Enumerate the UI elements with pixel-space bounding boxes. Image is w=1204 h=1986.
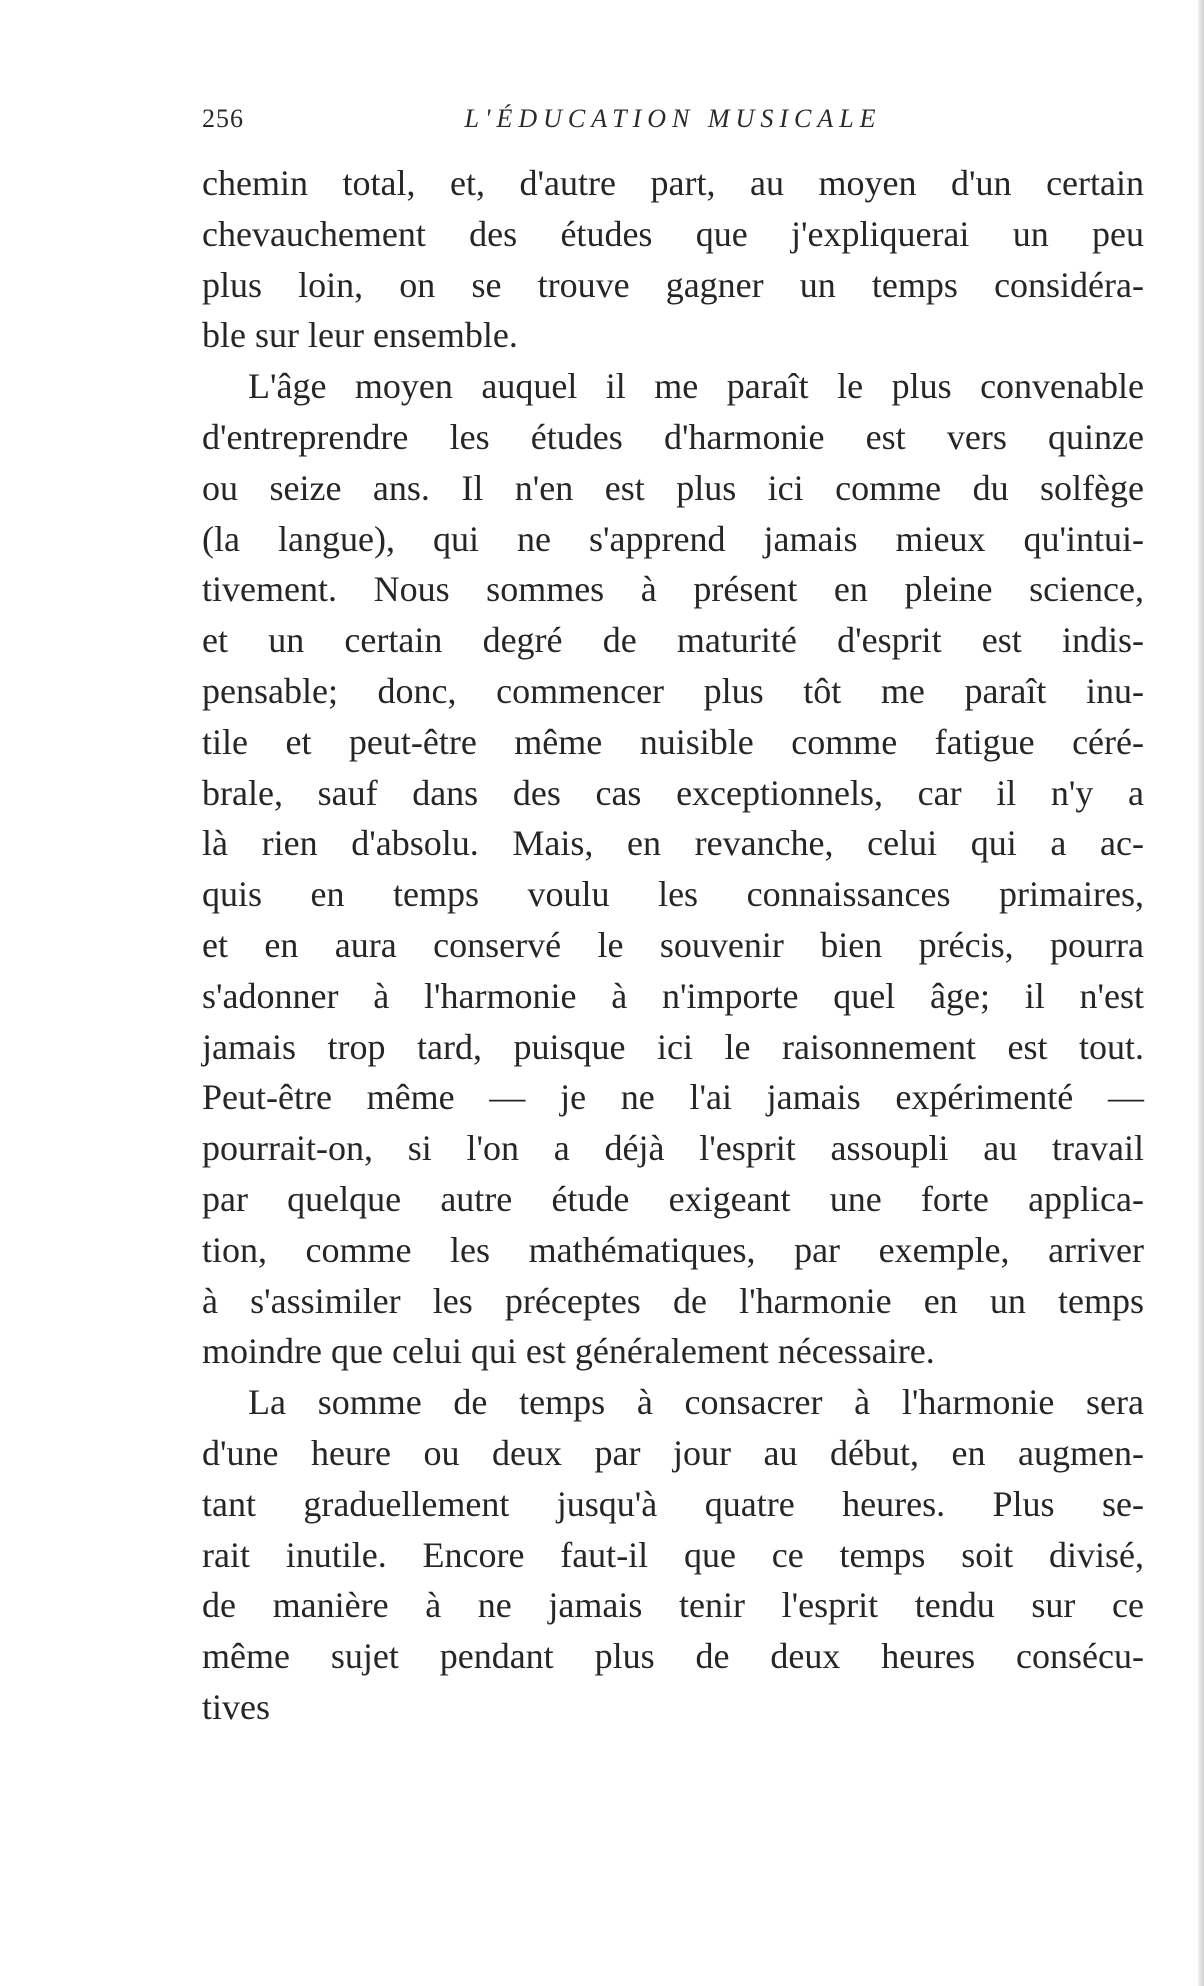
text-line: Peut-être même — je ne l'ai jamais expérimenté —: [202, 1077, 1144, 1118]
text-line: tile et peut-être même nuisible comme fatigue céré-: [202, 721, 1144, 762]
running-title: L'ÉDUCATION MUSICALE: [464, 104, 882, 133]
text-line: et un certain degré de maturité d'esprit est indis-: [202, 620, 1144, 661]
text-line: chemin total, et, d'autre part, au moyen d'un certain: [202, 163, 1144, 203]
text-line: s'adonner à l'harmonie à n'importe quel âge; il n'est: [202, 975, 1144, 1016]
text-line: (la langue), qui ne s'apprend jamais mieux qu'intui-: [202, 518, 1144, 559]
text-line: là rien d'absolu. Mais, en revanche, celui qui a ac-: [202, 823, 1144, 864]
text-line: et en aura conservé le souvenir bien précis, pourra: [202, 924, 1144, 965]
text-line: pensable; donc, commencer plus tôt me paraît inu-: [202, 670, 1144, 711]
text-line: rait inutile. Encore faut-il que ce temps soit divisé,: [202, 1534, 1144, 1575]
text-line: moindre que celui qui est généralement nécessaire.: [202, 1331, 935, 1372]
text-line: de manière à ne jamais tenir l'esprit tendu sur ce: [202, 1585, 1144, 1626]
text-line: à s'assimiler les préceptes de l'harmonie en un temps: [202, 1280, 1144, 1321]
page-edge-shadow: [1198, 0, 1204, 1986]
text-line: plus loin, on se trouve gagner un temps considéra-: [202, 264, 1144, 305]
page-header: [202, 104, 1144, 144]
text-line: d'une heure ou deux par jour au début, en augmen-: [202, 1432, 1144, 1473]
text-line: tives: [202, 1686, 270, 1727]
text-line: ou seize ans. Il n'en est plus ici comme du solfège: [202, 467, 1144, 508]
text-line: même sujet pendant plus de deux heures consécu-: [202, 1636, 1144, 1677]
text-line: d'entreprendre les études d'harmonie est vers quinze: [202, 416, 1144, 457]
page-number: 256: [202, 104, 244, 133]
text-line: tivement. Nous sommes à présent en pleine science,: [202, 569, 1144, 610]
text-line: quis en temps voulu les connaissances primaires,: [202, 874, 1144, 915]
text-line: ble sur leur ensemble.: [202, 315, 518, 356]
text-line: tion, comme les mathématiques, par exemple, arriver: [202, 1229, 1144, 1270]
text-line: jamais trop tard, puisque ici le raisonnement est tout.: [202, 1026, 1144, 1067]
paragraph-first-line: La somme de temps à consacrer à l'harmonie sera: [248, 1382, 1144, 1423]
text-line: tant graduellement jusqu'à quatre heures. Plus se-: [202, 1483, 1144, 1524]
text-line: par quelque autre étude exigeant une forte applica-: [202, 1178, 1144, 1219]
text-line: pourrait-on, si l'on a déjà l'esprit assoupli au travail: [202, 1128, 1144, 1169]
text-line: chevauchement des études que j'expliquerai un peu: [202, 213, 1144, 254]
body-text: [202, 158, 1144, 1733]
text-line: brale, sauf dans des cas exceptionnels, car il n'y a: [202, 772, 1144, 813]
paragraph-first-line: L'âge moyen auquel il me paraît le plus convenable: [248, 366, 1144, 407]
